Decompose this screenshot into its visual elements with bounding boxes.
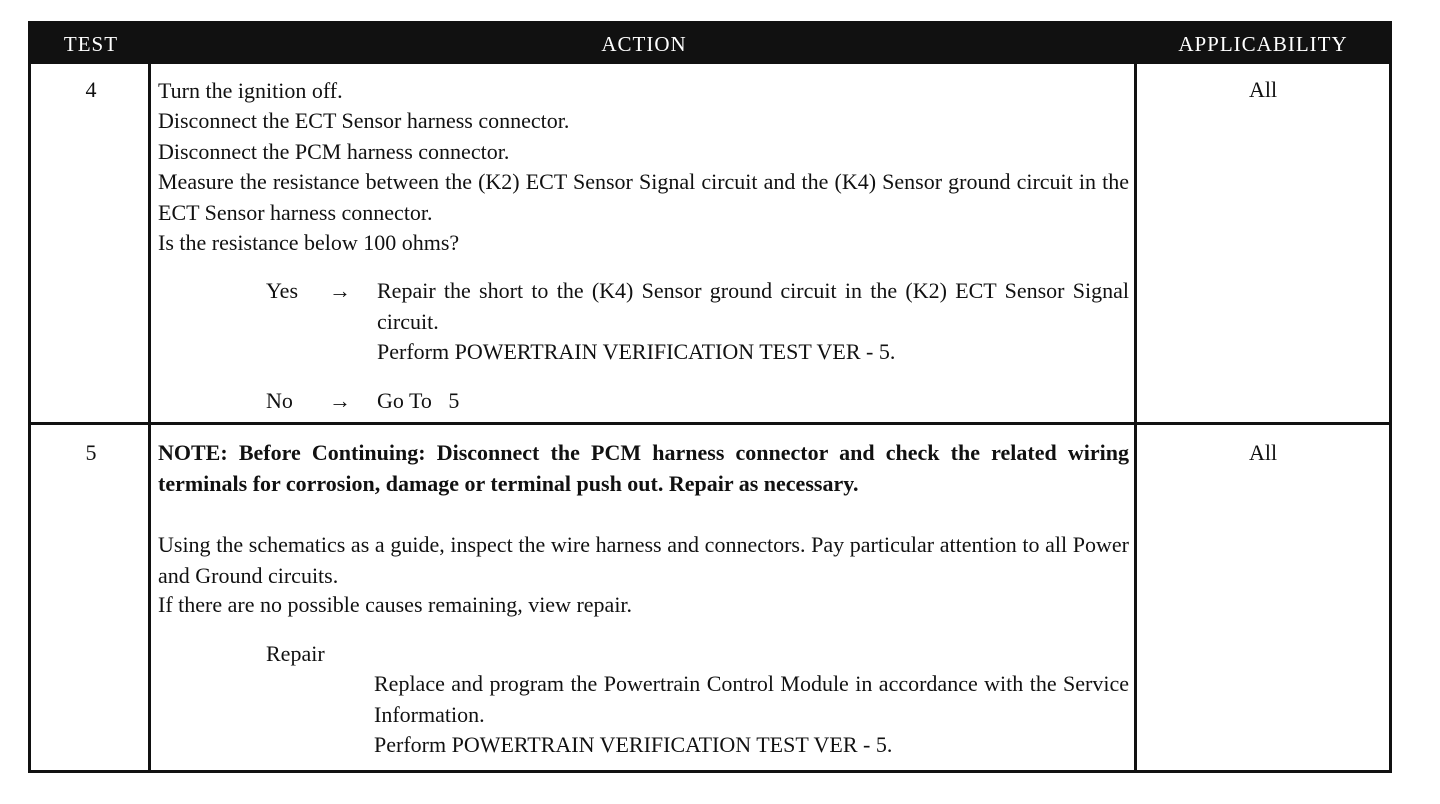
action-line: Disconnect the ECT Sensor harness connector. xyxy=(158,108,570,133)
repair-label: Repair xyxy=(266,641,325,666)
action-line: Turn the ignition off. xyxy=(158,78,343,103)
perform-verification: Perform POWERTRAIN VERIFICATION TEST VER - 5. xyxy=(377,339,896,364)
no-label: No xyxy=(266,388,293,413)
test-number-5: 5 xyxy=(85,440,97,465)
action-line: Is the resistance below 100 ohms? xyxy=(158,230,460,255)
applicability-row-4: All xyxy=(1248,77,1278,102)
yes-action: Repair the short to the (K4) Sensor ground circuit in the (K2) ECT Sensor Signal circuit. xyxy=(377,278,1129,334)
note-text: NOTE: Before Continuing: Disconnect the PCM harness connector and check the related wiring terminals for corrosion, damage or terminal push out. Repair as necessary. xyxy=(158,440,1129,496)
arrow-icon: → xyxy=(329,388,351,413)
yes-label: Yes xyxy=(266,278,299,303)
applicability-row-5: All xyxy=(1248,440,1278,465)
table-header xyxy=(31,24,1389,64)
header-test: TEST xyxy=(63,32,119,56)
column-divider xyxy=(148,64,151,770)
action-line: Using the schematics as a guide, inspect the wire harness and connectors. Pay particular attention to all Power and Ground circuits. xyxy=(158,532,1129,588)
arrow-icon: → xyxy=(329,278,351,303)
repair-action: Replace and program the Powertrain Control Module in accordance with the Service Information. xyxy=(374,671,1129,727)
header-action: ACTION xyxy=(601,32,687,56)
action-line: If there are no possible causes remaining, view repair. xyxy=(158,592,633,617)
header-applicability: APPLICABILITY xyxy=(1178,32,1348,56)
action-line: Disconnect the PCM harness connector. xyxy=(158,139,510,164)
action-line: Measure the resistance between the (K2) ECT Sensor Signal circuit and the (K4) Sensor ground circuit in the ECT Sensor harness connector. xyxy=(158,169,1129,225)
row-divider xyxy=(31,422,1389,425)
column-divider xyxy=(1134,64,1137,770)
perform-verification: Perform POWERTRAIN VERIFICATION TEST VER - 5. xyxy=(374,732,893,757)
test-number-4: 4 xyxy=(85,77,97,102)
diagnostic-test-table xyxy=(28,21,1392,773)
no-action: Go To 5 xyxy=(377,388,460,413)
